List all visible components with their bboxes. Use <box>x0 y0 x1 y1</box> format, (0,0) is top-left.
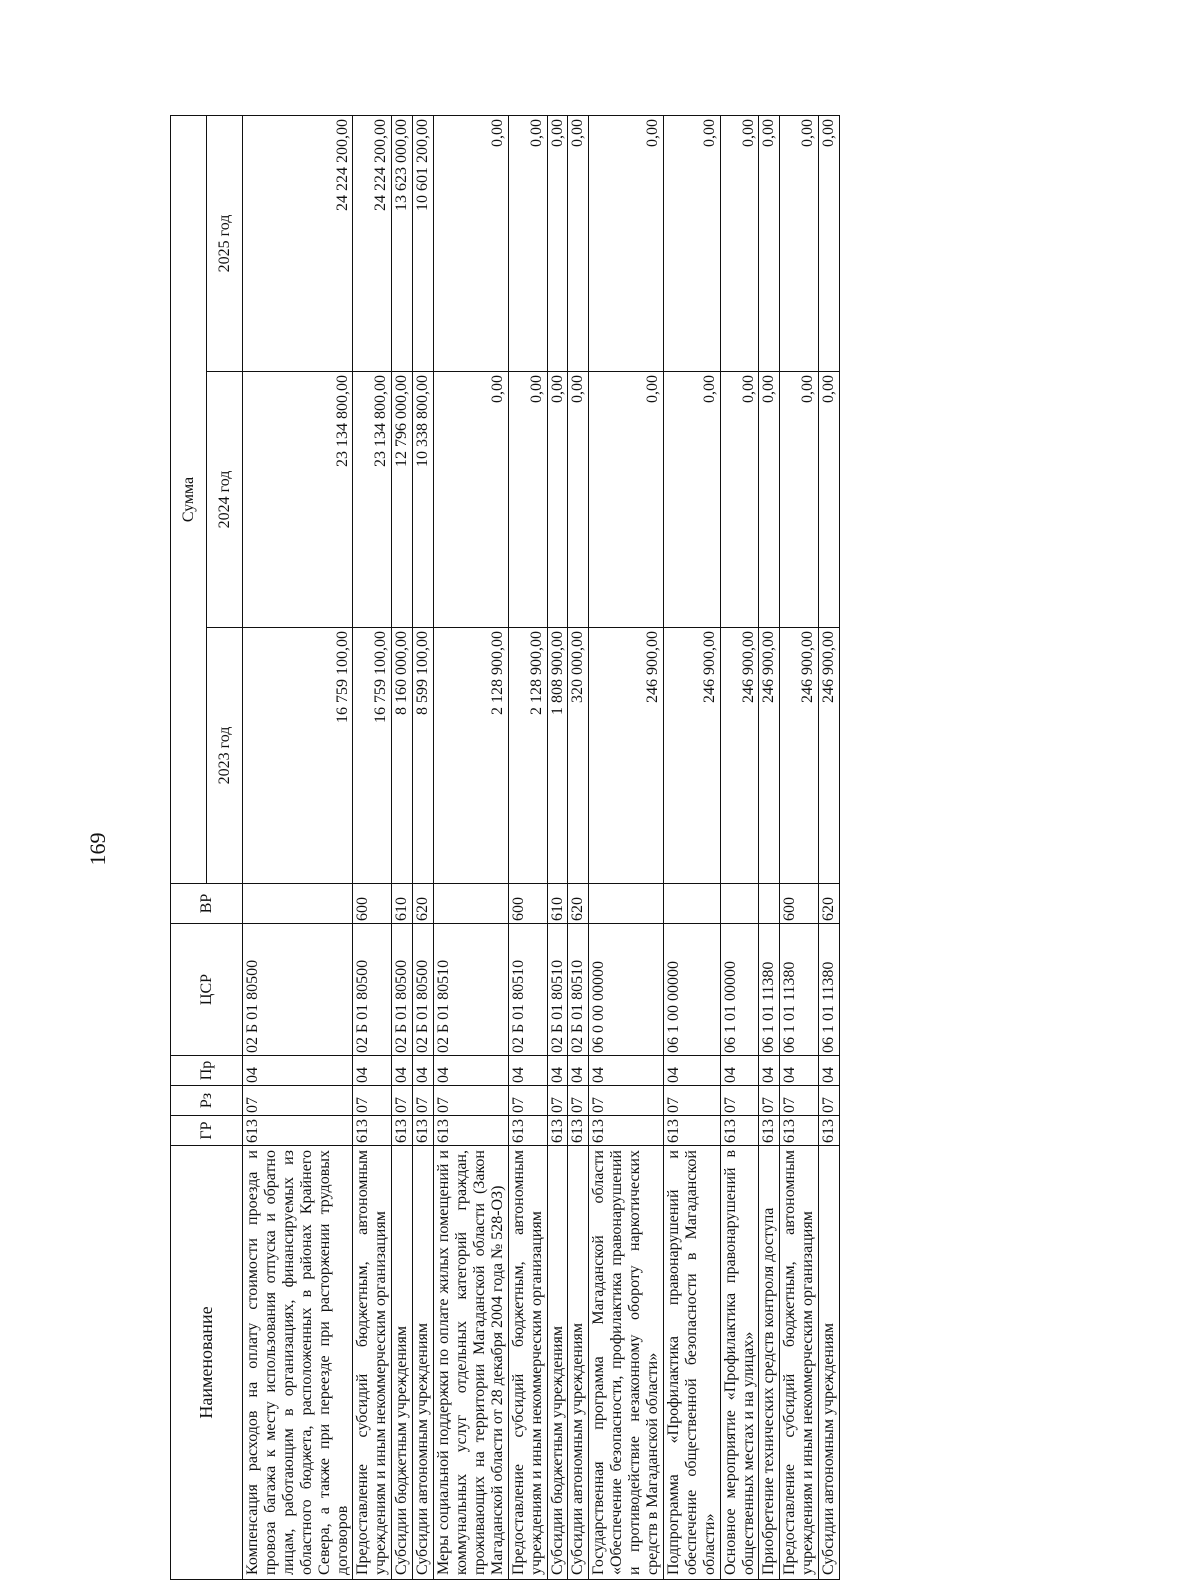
cell-vr: 600 <box>353 884 392 924</box>
cell-2024: 0,00 <box>547 372 568 628</box>
cell-2024: 0,00 <box>780 372 819 628</box>
table-row <box>434 115 509 1579</box>
cell-pr: 04 <box>663 1056 720 1086</box>
cell-2025: 13 623 000,00 <box>392 115 413 371</box>
cell-csr: 06 1 01 11380 <box>759 924 780 1056</box>
cell-2023: 320 000,00 <box>568 628 589 884</box>
cell-name: Предоставление субсидий бюджетным, автономным учреждениям и иным некоммерческим организациям <box>780 1146 819 1580</box>
cell-gr: 613 <box>663 1116 720 1146</box>
cell-csr: 06 1 01 00000 <box>720 924 759 1056</box>
cell-2023: 2 128 900,00 <box>434 628 509 884</box>
table-row <box>759 115 780 1579</box>
cell-name: Предоставление субсидий бюджетным, автономным учреждениям и иным некоммерческим организациям <box>353 1146 392 1580</box>
cell-pr: 04 <box>243 1056 353 1086</box>
cell-name: Субсидии бюджетным учреждениям <box>392 1146 413 1580</box>
cell-name: Меры социальной поддержки по оплате жилых помещений и коммунальных услуг отдельных категорий граждан, проживающих на территории Магаданской области (Закон Магаданской области от 28 декабря 2004 года № 528-ОЗ) <box>434 1146 509 1580</box>
cell-pr: 04 <box>568 1056 589 1086</box>
header-sum: Сумма <box>171 115 207 883</box>
rotated-page-content <box>170 116 1180 1580</box>
cell-csr: 02 Б 01 80510 <box>547 924 568 1056</box>
table-row <box>353 115 392 1579</box>
cell-2023: 1 808 900,00 <box>547 628 568 884</box>
cell-gr: 613 <box>589 1116 664 1146</box>
cell-2023: 246 900,00 <box>589 628 664 884</box>
table-row <box>413 115 434 1579</box>
cell-2025: 0,00 <box>819 115 840 371</box>
cell-rz: 07 <box>759 1086 780 1116</box>
cell-name: Основное мероприятие «Профилактика правонарушений в общественных местах и на улицах» <box>720 1146 759 1580</box>
cell-2025: 0,00 <box>780 115 819 371</box>
cell-name: Субсидии автономным учреждениям <box>819 1146 840 1580</box>
cell-rz: 07 <box>353 1086 392 1116</box>
cell-2024: 0,00 <box>589 372 664 628</box>
cell-vr <box>589 884 664 924</box>
cell-vr <box>759 884 780 924</box>
header-csr: ЦСР <box>171 924 243 1056</box>
table-body <box>243 115 840 1579</box>
cell-2024: 12 796 000,00 <box>392 372 413 628</box>
cell-pr: 04 <box>547 1056 568 1086</box>
cell-2024: 0,00 <box>434 372 509 628</box>
cell-name: Субсидии автономным учреждениям <box>568 1146 589 1580</box>
cell-rz: 07 <box>663 1086 720 1116</box>
cell-2024: 0,00 <box>759 372 780 628</box>
cell-csr: 02 Б 01 80500 <box>243 924 353 1056</box>
header-vr: ВР <box>171 884 243 924</box>
cell-2023: 246 900,00 <box>780 628 819 884</box>
cell-gr: 613 <box>353 1116 392 1146</box>
header-gr: ГР <box>171 1116 243 1146</box>
page-number: 169 <box>85 832 110 866</box>
cell-csr: 02 Б 01 80500 <box>413 924 434 1056</box>
cell-rz: 07 <box>819 1086 840 1116</box>
cell-gr: 613 <box>568 1116 589 1146</box>
cell-csr: 02 Б 01 80510 <box>434 924 509 1056</box>
cell-pr: 04 <box>780 1056 819 1086</box>
cell-csr: 02 Б 01 80510 <box>568 924 589 1056</box>
cell-pr: 04 <box>353 1056 392 1086</box>
cell-name: Предоставление субсидий бюджетным, автономным учреждениям и иным некоммерческим организациям <box>508 1146 547 1580</box>
cell-2025: 0,00 <box>663 115 720 371</box>
table-row <box>508 115 547 1579</box>
cell-csr: 06 0 00 00000 <box>589 924 664 1056</box>
cell-2023: 16 759 100,00 <box>353 628 392 884</box>
cell-rz: 07 <box>780 1086 819 1116</box>
cell-vr <box>434 884 509 924</box>
cell-vr <box>663 884 720 924</box>
cell-name: Государственная программа Магаданской области «Обеспечение безопасности, профилактика правонарушений и противодействие незаконному обороту наркотических средств в Магаданской области» <box>589 1146 664 1580</box>
cell-csr: 06 1 01 11380 <box>819 924 840 1056</box>
cell-rz: 07 <box>568 1086 589 1116</box>
cell-rz: 07 <box>589 1086 664 1116</box>
cell-2024: 0,00 <box>663 372 720 628</box>
cell-pr: 04 <box>508 1056 547 1086</box>
cell-name: Приобретение технических средств контроля доступа <box>759 1146 780 1580</box>
cell-2025: 0,00 <box>589 115 664 371</box>
cell-pr: 04 <box>819 1056 840 1086</box>
cell-2024: 0,00 <box>819 372 840 628</box>
cell-gr: 613 <box>434 1116 509 1146</box>
cell-pr: 04 <box>434 1056 509 1086</box>
cell-vr: 610 <box>392 884 413 924</box>
cell-pr: 04 <box>589 1056 664 1086</box>
cell-2025: 24 224 200,00 <box>243 115 353 371</box>
cell-2024: 10 338 800,00 <box>413 372 434 628</box>
cell-vr <box>720 884 759 924</box>
cell-rz: 07 <box>413 1086 434 1116</box>
cell-name: Субсидии автономным учреждениям <box>413 1146 434 1580</box>
cell-name: Подпрограмма «Профилактика правонарушений и обеспечение общественной безопасности в Магаданской области» <box>663 1146 720 1580</box>
cell-2023: 8 599 100,00 <box>413 628 434 884</box>
cell-2023: 2 128 900,00 <box>508 628 547 884</box>
cell-2024: 0,00 <box>508 372 547 628</box>
cell-vr: 620 <box>819 884 840 924</box>
cell-gr: 613 <box>392 1116 413 1146</box>
cell-2024: 0,00 <box>720 372 759 628</box>
cell-gr: 613 <box>819 1116 840 1146</box>
cell-2024: 0,00 <box>568 372 589 628</box>
cell-gr: 613 <box>547 1116 568 1146</box>
cell-csr: 02 Б 01 80500 <box>353 924 392 1056</box>
cell-rz: 07 <box>434 1086 509 1116</box>
header-year-2025: 2025 год <box>207 115 243 371</box>
cell-csr: 06 1 01 11380 <box>780 924 819 1056</box>
cell-2025: 0,00 <box>568 115 589 371</box>
cell-gr: 613 <box>759 1116 780 1146</box>
table-row <box>547 115 568 1579</box>
cell-gr: 613 <box>508 1116 547 1146</box>
cell-vr: 600 <box>780 884 819 924</box>
cell-rz: 07 <box>508 1086 547 1116</box>
cell-rz: 07 <box>243 1086 353 1116</box>
budget-table <box>170 115 840 1580</box>
cell-2023: 246 900,00 <box>663 628 720 884</box>
cell-rz: 07 <box>392 1086 413 1116</box>
cell-2025: 0,00 <box>434 115 509 371</box>
cell-gr: 613 <box>780 1116 819 1146</box>
cell-2023: 246 900,00 <box>759 628 780 884</box>
header-name: Наименование <box>171 1146 243 1580</box>
cell-2023: 246 900,00 <box>720 628 759 884</box>
cell-gr: 613 <box>413 1116 434 1146</box>
table-row <box>720 115 759 1579</box>
table-row <box>663 115 720 1579</box>
cell-gr: 613 <box>243 1116 353 1146</box>
table-row <box>392 115 413 1579</box>
cell-vr: 620 <box>568 884 589 924</box>
cell-2025: 0,00 <box>759 115 780 371</box>
cell-csr: 02 Б 01 80500 <box>392 924 413 1056</box>
header-year-2024: 2024 год <box>207 372 243 628</box>
table-row <box>819 115 840 1579</box>
cell-rz: 07 <box>547 1086 568 1116</box>
cell-vr: 620 <box>413 884 434 924</box>
cell-2023: 246 900,00 <box>819 628 840 884</box>
table-row <box>780 115 819 1579</box>
cell-2025: 10 601 200,00 <box>413 115 434 371</box>
cell-csr: 02 Б 01 80510 <box>508 924 547 1056</box>
cell-name: Компенсация расходов на оплату стоимости проезда и провоза багажа к месту использования отпуска и обратно лицам, работающим в организациях, финансируемых из областного бюджета, расположенных в районах Крайнего Севера, а также при переезде при расторжении трудовых договоров <box>243 1146 353 1580</box>
cell-gr: 613 <box>720 1116 759 1146</box>
cell-pr: 04 <box>413 1056 434 1086</box>
cell-2024: 23 134 800,00 <box>243 372 353 628</box>
cell-vr <box>243 884 353 924</box>
cell-rz: 07 <box>720 1086 759 1116</box>
cell-csr: 06 1 00 00000 <box>663 924 720 1056</box>
table-header <box>171 115 243 1579</box>
cell-2025: 0,00 <box>547 115 568 371</box>
table-row <box>568 115 589 1579</box>
header-pr: Пр <box>171 1056 243 1086</box>
cell-2023: 8 160 000,00 <box>392 628 413 884</box>
cell-2025: 0,00 <box>508 115 547 371</box>
table-row <box>589 115 664 1579</box>
cell-2024: 23 134 800,00 <box>353 372 392 628</box>
header-rz: Рз <box>171 1086 243 1116</box>
cell-pr: 04 <box>759 1056 780 1086</box>
cell-2025: 24 224 200,00 <box>353 115 392 371</box>
cell-2023: 16 759 100,00 <box>243 628 353 884</box>
cell-vr: 600 <box>508 884 547 924</box>
table-row <box>243 115 353 1579</box>
cell-pr: 04 <box>720 1056 759 1086</box>
cell-pr: 04 <box>392 1056 413 1086</box>
cell-2025: 0,00 <box>720 115 759 371</box>
header-year-2023: 2023 год <box>207 628 243 884</box>
cell-vr: 610 <box>547 884 568 924</box>
cell-name: Субсидии бюджетным учреждениям <box>547 1146 568 1580</box>
